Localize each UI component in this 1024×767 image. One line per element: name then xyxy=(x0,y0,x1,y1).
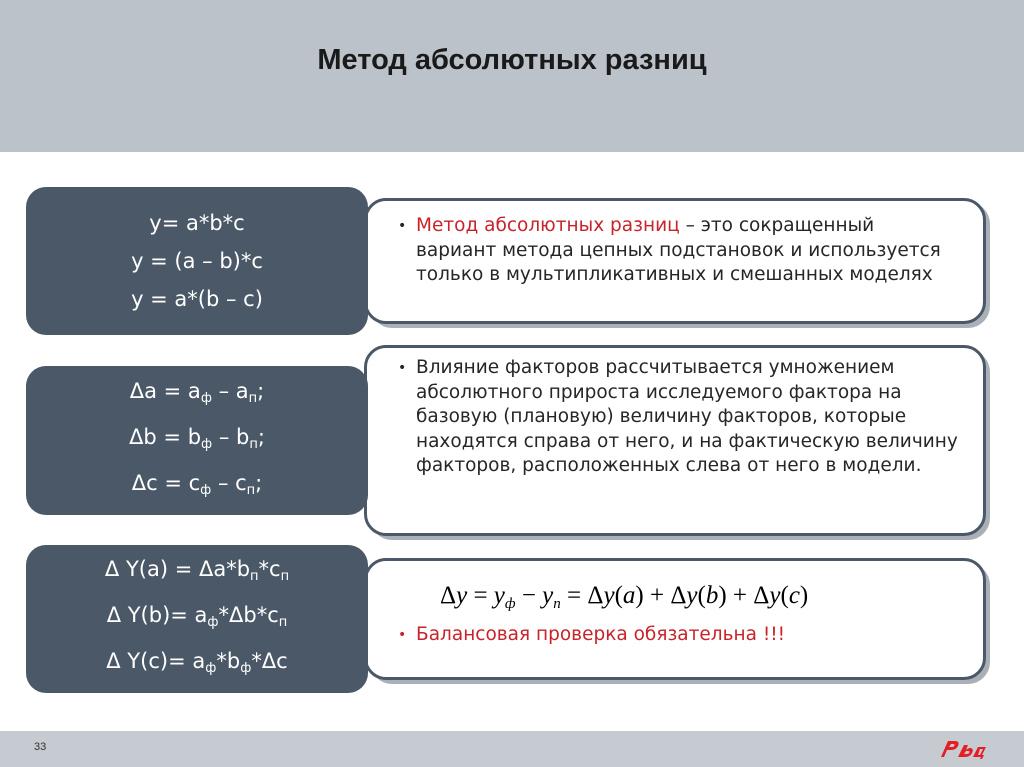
bullet-icon: • xyxy=(398,360,407,376)
formula-line: Δ $Y(b)= a_ф*\Delta b*c_п$ xyxy=(106,603,288,630)
formula-line: y = (a – b)*c xyxy=(131,249,263,273)
formula-line: Δ $Y(a) = \Delta a*b_п*c_п$ xyxy=(104,557,290,584)
page-title: Метод абсолютных разниц xyxy=(317,44,707,76)
formula-line: $\Delta a = a_ф - a_п$; xyxy=(129,378,265,406)
model-formulas-panel xyxy=(26,187,368,335)
formula-line: y = a*(b – c) xyxy=(131,287,263,311)
deviation-formulas-panel xyxy=(26,366,368,515)
influence-body: Влияние факторов рассчитывается умножением абсолютного прироста исследуемого фактора на базовую (плановую) величину факторов, которые находятся справа от него, и на фактическую величину факторов, расположенных слева от него в модели. xyxy=(416,357,958,476)
balance-check-text xyxy=(398,623,958,648)
balance-check-label: Балансовая проверка обязательна !!! xyxy=(416,624,786,645)
definition-text xyxy=(398,214,958,288)
balance-box xyxy=(364,558,986,680)
method-name: Метод абсолютных разниц xyxy=(416,215,680,236)
definition-body: – это сокращенный вариант метода цепных подстановок и используется только в мультипликативных и смешанных моделях xyxy=(416,215,941,285)
influence-text xyxy=(398,356,958,479)
bullet-icon: • xyxy=(398,218,407,234)
influence-formulas-panel xyxy=(26,545,368,693)
header-band xyxy=(0,0,1024,152)
formula-line: $\Delta b = b_ф - b_п$; xyxy=(129,424,265,452)
rzd-logo-icon xyxy=(938,735,990,761)
formula-line: Δ $Y(c)= a_ф*b_ф*\Delta c$ xyxy=(106,649,288,676)
balance-formula: $\Delta y = y_ф - y_n = \Delta y(a) + \Delta y(b) + \Delta y(c)$ xyxy=(440,582,809,612)
footer-band xyxy=(0,731,1024,767)
bullet-icon: • xyxy=(398,627,407,643)
formula-line: $\Delta c = c_ф - c_п$; xyxy=(131,470,263,498)
page-number: 33 xyxy=(34,741,47,753)
formula-line: y= a*b*c xyxy=(149,211,245,235)
